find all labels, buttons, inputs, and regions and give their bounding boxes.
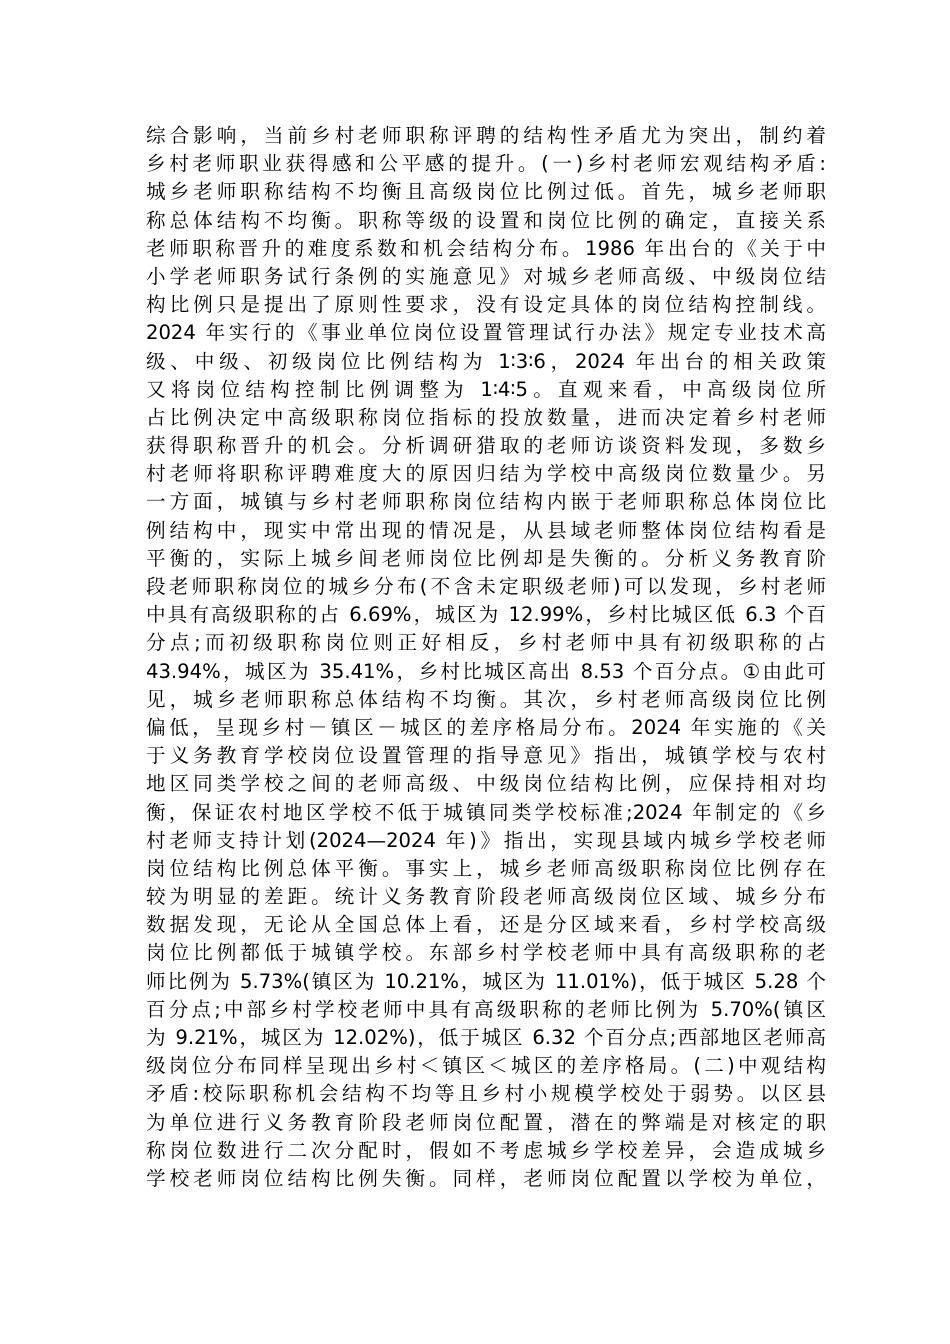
text-line: 级岗位分布同样呈现出乡村＜镇区＜城区的差序格局。(二)中观结构 [146, 1054, 826, 1078]
text-line: 又将岗位结构控制比例调整为 1∶4∶5。直观来看，中高级岗位所 [146, 377, 826, 401]
text-line: 2024 年实行的《事业单位岗位设置管理试行办法》规定专业技术高 [146, 321, 826, 345]
body-text [146, 122, 826, 1193]
text-line: 村老师支持计划(2024—2024 年)》指出，实现县域内城乡学校老师 [146, 828, 826, 852]
text-line: 为 9.21%，城区为 12.02%)，低于城区 6.32 个百分点;西部地区老师高 [146, 1026, 826, 1049]
text-line: 百分点;中部乡村学校老师中具有高级职称的老师比例为 5.70%(镇区 [146, 997, 826, 1021]
text-line: 分点;而初级职称岗位则正好相反，乡村老师中具有初级职称的占 [146, 631, 826, 655]
text-line: 段老师职称岗位的城乡分布(不含未定职级老师)可以发现，乡村老师 [146, 575, 826, 598]
text-line: 一方面，城镇与乡村老师职称岗位结构内嵌于老师职称总体岗位比 [146, 490, 826, 514]
text-line: 乡村老师职业获得感和公平感的提升。(一)乡村老师宏观结构矛盾: [146, 152, 826, 176]
text-line: 师比例为 5.73%(镇区为 10.21%，城区为 11.01%)，低于城区 5.28 个 [146, 969, 826, 993]
text-line: 岗位结构比例总体平衡。事实上，城乡老师高级职称岗位比例存在 [146, 856, 826, 880]
text-line: 获得职称晋升的机会。分析调研猎取的老师访谈资料发现，多数乡 [146, 434, 826, 458]
text-line: 村老师将职称评聘难度大的原因归结为学校中高级岗位数量少。另 [146, 462, 826, 486]
text-line: 小学老师职务试行条例的实施意见》对城乡老师高级、中级岗位结 [146, 264, 826, 288]
text-line: 矛盾:校际职称机会结构不均等且乡村小规模学校处于弱势。以区县 [146, 1082, 826, 1106]
text-line: 较为明显的差距。统计义务教育阶段老师高级岗位区域、城乡分布 [146, 885, 826, 909]
text-line: 称总体结构不均衡。职称等级的设置和岗位比例的确定，直接关系 [146, 208, 826, 232]
text-line: 中具有高级职称的占 6.69%，城区为 12.99%，乡村比城区低 6.3 个百 [146, 603, 826, 627]
text-line: 综合影响，当前乡村老师职称评聘的结构性矛盾尤为突出，制约着 [146, 124, 826, 147]
text-line: 学校老师岗位结构比例失衡。同样，老师岗位配置以学校为单位， [146, 1166, 826, 1190]
text-line: 称岗位数进行二次分配时，假如不考虑城乡学校差异，会造成城乡 [146, 1138, 826, 1162]
text-line: 老师职称晋升的难度系数和机会结构分布。1986 年出台的《关于中 [146, 236, 826, 260]
text-line: 地区同类学校之间的老师高级、中级岗位结构比例，应保持相对均 [146, 772, 826, 796]
text-line: 数据发现，无论从全国总体上看，还是分区域来看，乡村学校高级 [146, 913, 826, 937]
text-line: 43.94%，城区为 35.41%，乡村比城区高出 8.53 个百分点。①由此可 [146, 659, 826, 683]
text-line: 见，城乡老师职称总体结构不均衡。其次，乡村老师高级岗位比例 [146, 687, 826, 711]
text-line: 例结构中，现实中常出现的情况是，从县域老师整体岗位结构看是 [146, 518, 826, 542]
text-line: 岗位比例都低于城镇学校。东部乡村学校老师中具有高级职称的老 [146, 941, 826, 965]
text-line: 于义务教育学校岗位设置管理的指导意见》指出，城镇学校与农村 [146, 744, 826, 768]
text-line: 平衡的，实际上城乡间老师岗位比例却是失衡的。分析义务教育阶 [146, 546, 826, 570]
text-line: 构比例只是提出了原则性要求，没有设定具体的岗位结构控制线。 [146, 293, 826, 317]
text-line: 偏低，呈现乡村－镇区－城区的差序格局分布。2024 年实施的《关 [146, 715, 826, 739]
text-line: 城乡老师职称结构不均衡且高级岗位比例过低。首先，城乡老师职 [146, 180, 826, 204]
text-line: 级、中级、初级岗位比例结构为 1∶3∶6，2024 年出台的相关政策 [146, 349, 826, 373]
text-line: 占比例决定中高级职称岗位指标的投放数量，进而决定着乡村老师 [146, 405, 826, 429]
text-line: 衡，保证农村地区学校不低于城镇同类学校标准;2024 年制定的《乡 [146, 800, 826, 824]
text-line: 为单位进行义务教育阶段老师岗位配置，潜在的弊端是对核定的职 [146, 1110, 826, 1134]
